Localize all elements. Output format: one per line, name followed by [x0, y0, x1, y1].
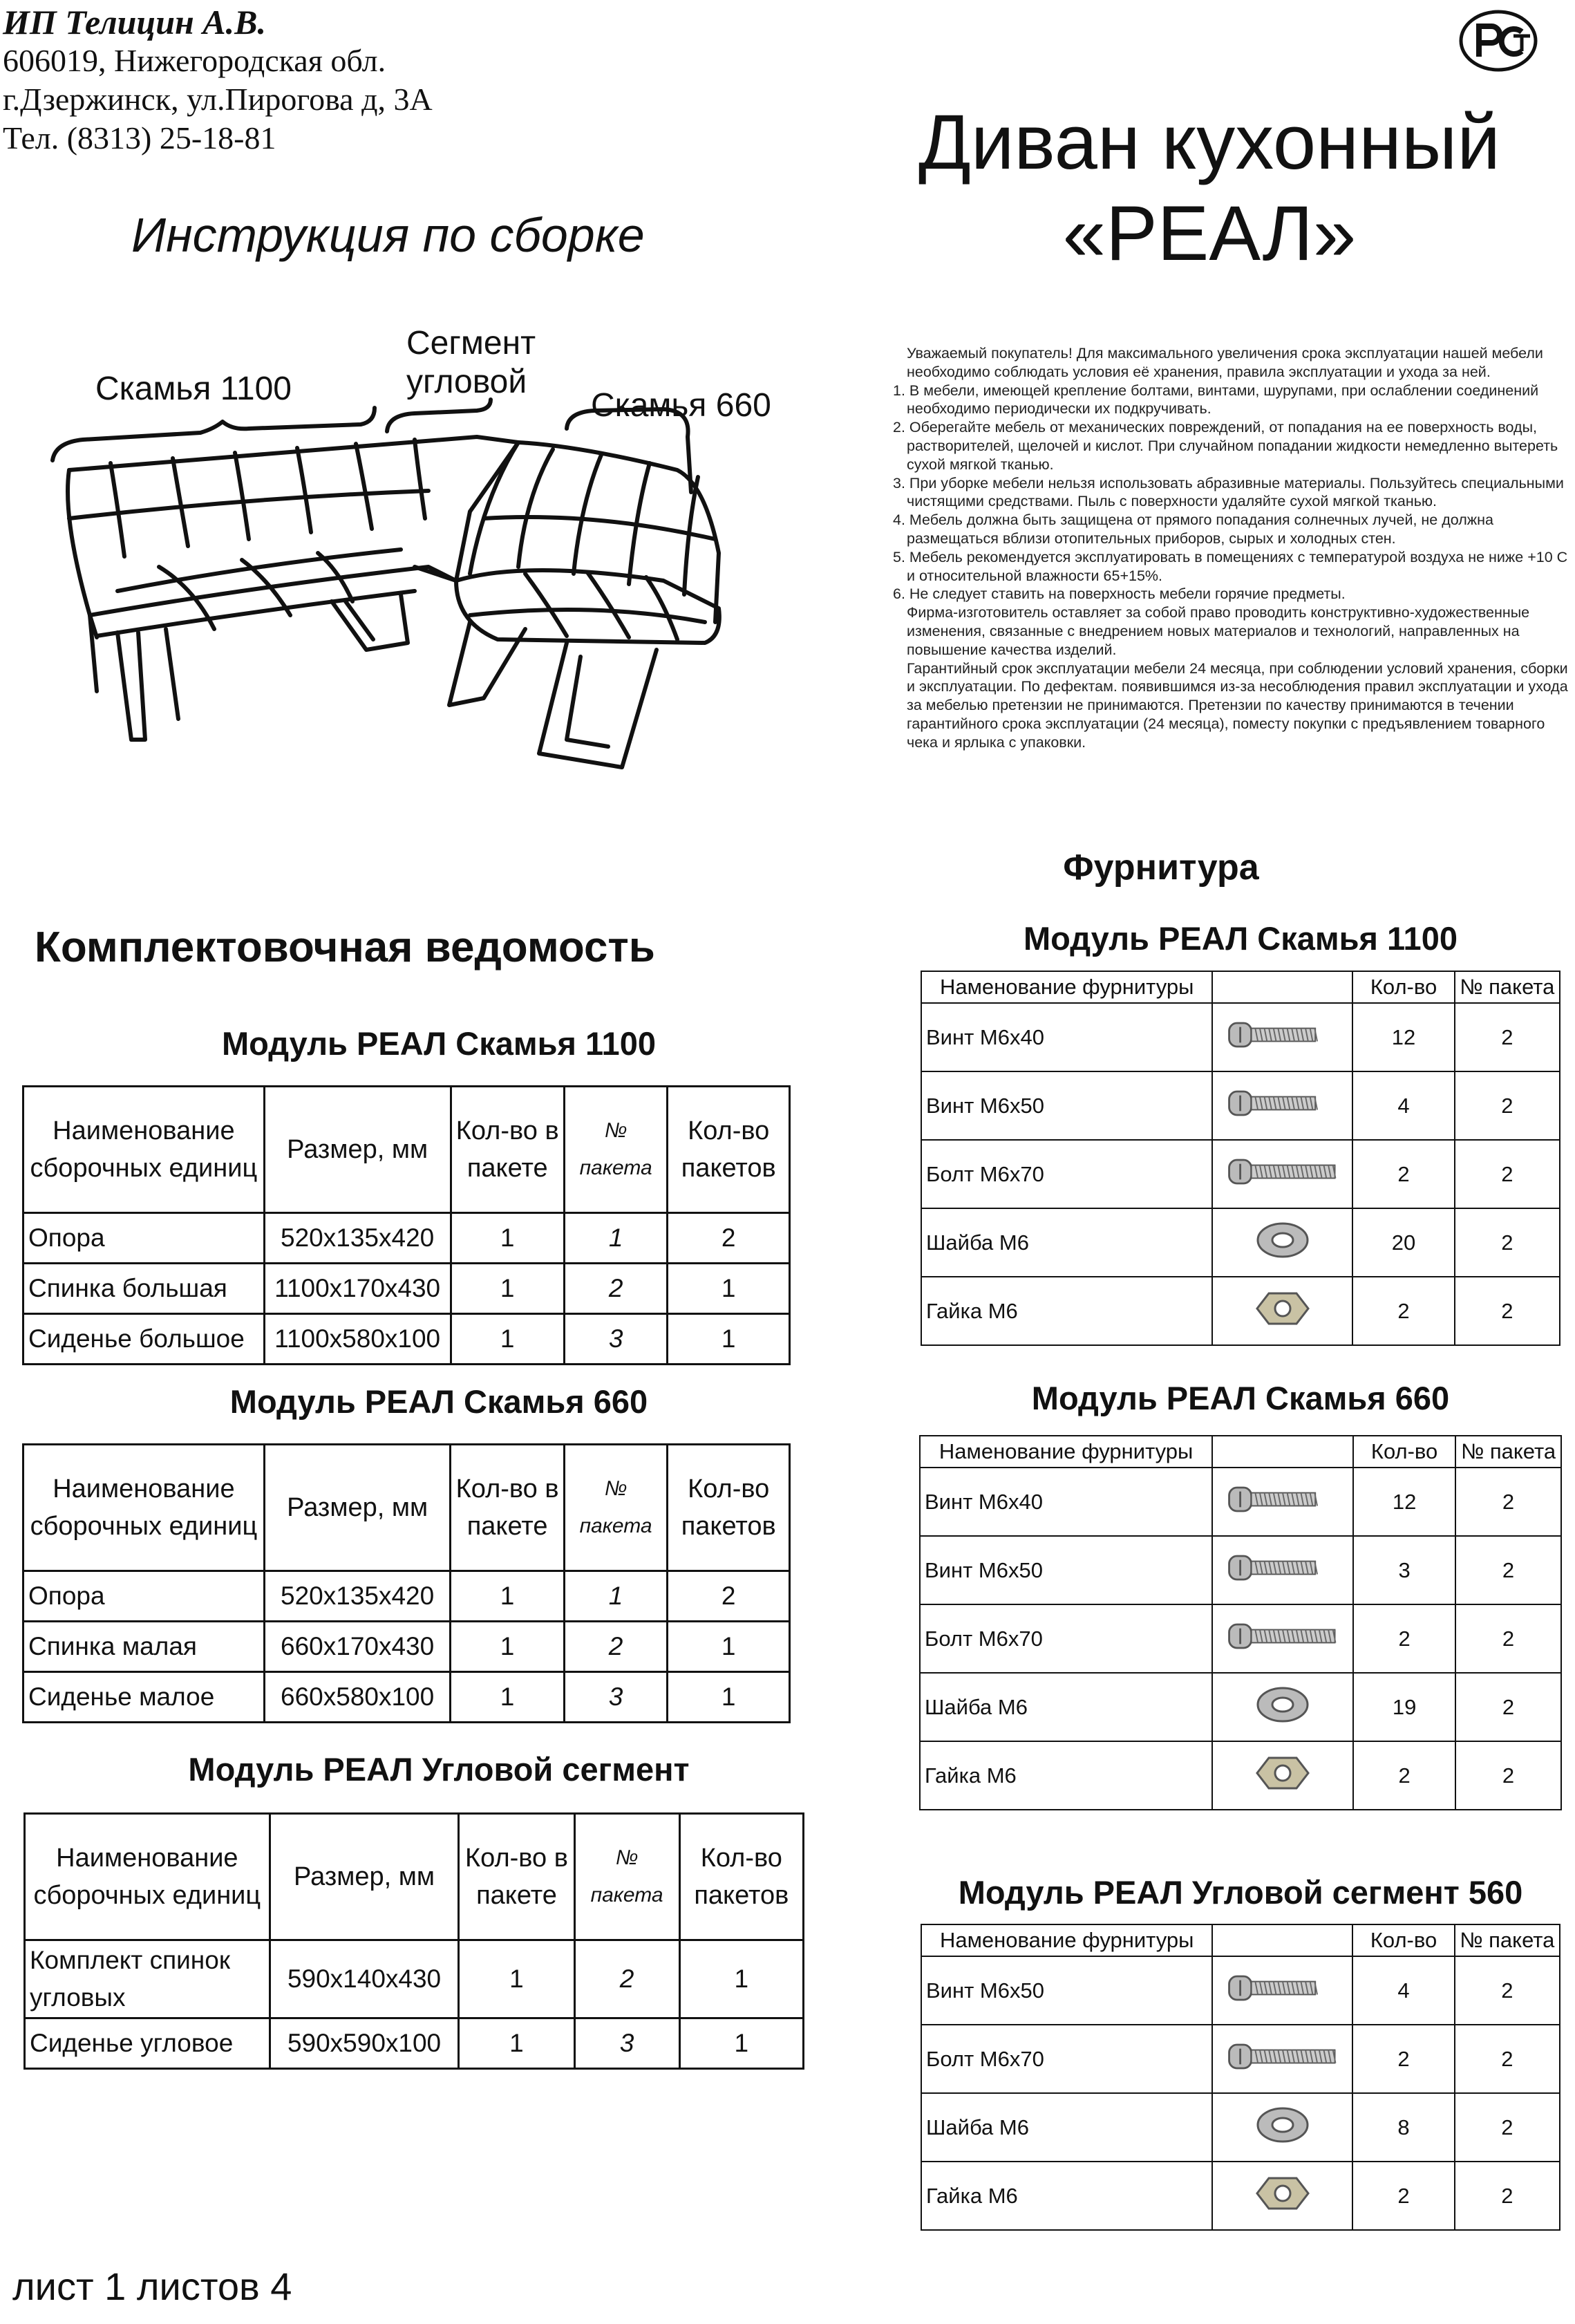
fit-header-pack: № пакета — [1455, 1924, 1560, 1956]
fit-cell-pack: 2 — [1455, 1604, 1561, 1673]
fit-cell-name: Шайба М6 — [921, 2093, 1212, 2162]
cell-pack-count: 1 — [668, 1264, 790, 1314]
cell-size: 1100х580х100 — [264, 1314, 451, 1365]
table-row — [25, 2018, 804, 2069]
washer-icon — [1212, 1208, 1352, 1277]
cell-name: Сиденье большое — [23, 1314, 265, 1365]
fit-header-qty: Кол-во — [1352, 971, 1454, 1003]
fit-cell-name: Винт М6х40 — [921, 1003, 1212, 1071]
fit-cell-name: Болт М6х70 — [920, 1604, 1212, 1673]
table-row — [921, 1140, 1560, 1208]
spec-table-1 — [22, 1085, 791, 1365]
cell-pack-no: 3 — [564, 1672, 668, 1723]
company-address-2: г.Дзержинск, ул.Пирогова д, 3А — [3, 82, 433, 117]
fit-cell-qty: 2 — [1353, 1741, 1455, 1810]
cell-name: Спинка малая — [23, 1622, 265, 1672]
note-2: 2. Оберегайте мебель от механических повреждений, от попадания на ее поверхность воды, растворителей, щелочей и кислот. При случайном попадании жидкости немедленно вытереть сухой мягкой тканью. — [893, 419, 1558, 473]
cell-pack-count: 1 — [679, 2018, 803, 2069]
fit-table-2 — [919, 1435, 1562, 1810]
fit-cell-qty: 8 — [1352, 2093, 1454, 2162]
note-6: 6. Не следует ставить на поверхность мебели горячие предметы. — [893, 585, 1346, 603]
table-row — [23, 1622, 790, 1672]
product-title-line-1: Диван кухонный — [918, 99, 1500, 185]
cell-size: 1100х170х430 — [264, 1264, 451, 1314]
cell-name: Спинка большая — [23, 1264, 265, 1314]
fittings-title: Фурнитура — [1063, 847, 1259, 888]
cell-name: Сиденье угловое — [25, 2018, 270, 2069]
cell-pack-no: 2 — [564, 1622, 668, 1672]
cell-pack-count: 2 — [668, 1213, 790, 1264]
cell-pack-count: 1 — [668, 1314, 790, 1365]
cell-pack-count: 2 — [668, 1571, 790, 1622]
cell-size: 520х135х420 — [264, 1213, 451, 1264]
header-qty-in-pack: Кол-во в пакете — [459, 1814, 574, 1940]
table-row — [921, 1956, 1560, 2025]
fit-cell-pack: 2 — [1455, 1468, 1561, 1536]
fit-header-row — [920, 1436, 1561, 1468]
cell-size: 590х590х100 — [270, 2018, 459, 2069]
cell-name: Комплект спинок угловых — [25, 1940, 270, 2018]
company-phone: Тел. (8313) 25-18-81 — [3, 120, 276, 156]
header-size: Размер, мм — [264, 1087, 451, 1213]
cell-qty: 1 — [451, 1264, 564, 1314]
table-row — [23, 1213, 790, 1264]
cell-qty: 1 — [459, 2018, 574, 2069]
washer-icon — [1212, 2093, 1352, 2162]
table-row — [23, 1314, 790, 1365]
bolt-icon — [1212, 1604, 1353, 1673]
cell-qty: 1 — [459, 1940, 574, 2018]
fit-cell-qty: 4 — [1352, 1071, 1454, 1140]
cell-name: Опора — [23, 1571, 265, 1622]
cell-size: 590х140х430 — [270, 1940, 459, 2018]
cell-qty: 1 — [451, 1213, 564, 1264]
company-block — [3, 3, 433, 158]
fit-cell-name: Винт М6х50 — [921, 1956, 1212, 2025]
cell-qty: 1 — [451, 1672, 564, 1723]
fit-header-row — [921, 971, 1560, 1003]
spec-header-row — [23, 1445, 790, 1571]
table-row — [920, 1741, 1561, 1810]
table-row — [25, 1940, 804, 2018]
header-size: Размер, мм — [270, 1814, 459, 1940]
note-3: 3. При уборке мебели нельзя использовать абразивные материалы. Пользуйтесь специальными чистящими средствами. Пыль с поверхности удаляйте сухой мягкой тканью. — [893, 474, 1564, 510]
header-qty-in-pack: Кол-во в пакете — [451, 1087, 564, 1213]
note-intro: Уважаемый покупатель! Для максимального увеличения срока эксплуатации нашей мебели необходимо соблюдать условия её хранения, правила эксплуатации и ухода за ней. — [907, 345, 1543, 380]
fit-cell-qty: 4 — [1352, 1956, 1454, 2025]
header-pack-no: № пакета — [564, 1087, 667, 1213]
sheet-title: Комплектовочная ведомость — [35, 924, 655, 971]
fit-table-3-title: Модуль РЕАЛ Угловой сегмент 560 — [958, 1874, 1523, 1911]
header-pack-no: № пакета — [564, 1445, 668, 1571]
table-row — [921, 2093, 1560, 2162]
fit-cell-name: Шайба М6 — [920, 1673, 1212, 1741]
fit-cell-pack: 2 — [1455, 2025, 1560, 2093]
cell-name: Опора — [23, 1213, 265, 1264]
fit-cell-name: Винт М6х50 — [920, 1536, 1212, 1604]
header-pack-count: Кол-во пакетов — [668, 1445, 790, 1571]
screw-icon — [1212, 1468, 1353, 1536]
table-row — [921, 1003, 1560, 1071]
cell-pack-no: 2 — [564, 1264, 667, 1314]
fit-header-pack: № пакета — [1455, 1436, 1561, 1468]
fit-cell-qty: 12 — [1352, 1003, 1454, 1071]
fit-cell-name: Гайка М6 — [921, 2162, 1212, 2230]
fit-cell-pack: 2 — [1455, 1071, 1560, 1140]
company-address-1: 606019, Нижегородская обл. — [3, 43, 386, 78]
table-row — [920, 1673, 1561, 1741]
cell-pack-count: 1 — [668, 1672, 790, 1723]
cell-pack-count: 1 — [668, 1622, 790, 1672]
fit-cell-name: Болт М6х70 — [921, 1140, 1212, 1208]
fit-cell-qty: 19 — [1353, 1673, 1455, 1741]
fit-table-3 — [921, 1924, 1560, 2231]
product-title-line-2: «РЕАЛ» — [1062, 190, 1357, 277]
fit-cell-qty: 2 — [1352, 2025, 1454, 2093]
care-notes — [886, 344, 1570, 752]
fit-cell-name: Гайка М6 — [921, 1277, 1212, 1345]
spec-header-row — [25, 1814, 804, 1940]
fit-cell-pack: 2 — [1455, 1741, 1561, 1810]
cell-size: 660х170х430 — [264, 1622, 450, 1672]
instruction-title: Инструкция по сборке — [131, 208, 645, 262]
note-manufacturer: Фирма-изготовитель оставляет за собой право проводить конструктивно-художественные изменения, связанные с внедрением новых материалов и технологий, направленных на повышение качества изделий. — [907, 604, 1530, 658]
spec-table-3-title: Модуль РЕАЛ Угловой сегмент — [188, 1751, 690, 1788]
table-row — [920, 1536, 1561, 1604]
fit-cell-pack: 2 — [1455, 1208, 1560, 1277]
table-row — [921, 1277, 1560, 1345]
nut-icon — [1212, 1277, 1352, 1345]
nut-icon — [1212, 2162, 1352, 2230]
label-corner-line-2: угловой — [406, 364, 527, 400]
bolt-icon — [1212, 1140, 1352, 1208]
cell-pack-no: 1 — [564, 1213, 667, 1264]
product-title — [857, 97, 1562, 279]
cell-pack-no: 3 — [574, 2018, 679, 2069]
fit-cell-pack: 2 — [1455, 1956, 1560, 2025]
table-row — [921, 2162, 1560, 2230]
fit-cell-qty: 2 — [1352, 1140, 1454, 1208]
fit-header-qty: Кол-во — [1353, 1436, 1455, 1468]
header-pack-no: № пакета — [574, 1814, 679, 1940]
sofa-illustration — [41, 394, 760, 809]
fit-header-image — [1212, 971, 1352, 1003]
cell-qty: 1 — [451, 1314, 564, 1365]
header-name: Наименование сборочных единиц — [23, 1087, 265, 1213]
fit-cell-pack: 2 — [1455, 2093, 1560, 2162]
cell-qty: 1 — [451, 1622, 564, 1672]
header-size: Размер, мм — [264, 1445, 450, 1571]
table-row — [921, 1208, 1560, 1277]
fit-cell-qty: 3 — [1353, 1536, 1455, 1604]
fit-cell-name: Шайба М6 — [921, 1208, 1212, 1277]
fit-cell-pack: 2 — [1455, 1003, 1560, 1071]
table-row — [920, 1468, 1561, 1536]
washer-icon — [1212, 1673, 1353, 1741]
table-row — [920, 1604, 1561, 1673]
fit-cell-qty: 20 — [1352, 1208, 1454, 1277]
fit-cell-pack: 2 — [1455, 1536, 1561, 1604]
fit-cell-name: Винт М6х40 — [920, 1468, 1212, 1536]
screw-icon — [1212, 1071, 1352, 1140]
fit-cell-pack: 2 — [1455, 1140, 1560, 1208]
cell-size: 520х135х420 — [264, 1571, 450, 1622]
bolt-icon — [1212, 2025, 1352, 2093]
fit-cell-pack: 2 — [1455, 1277, 1560, 1345]
fit-table-1 — [921, 971, 1560, 1346]
fit-header-image — [1212, 1924, 1352, 1956]
cell-size: 660х580х100 — [264, 1672, 450, 1723]
fit-header-image — [1212, 1436, 1353, 1468]
fit-table-1-title: Модуль РЕАЛ Скамья 1100 — [1024, 920, 1458, 957]
cell-qty: 1 — [451, 1571, 564, 1622]
nut-icon — [1212, 1741, 1353, 1810]
header-name: Наименование сборочных единиц — [25, 1814, 270, 1940]
spec-header-row — [23, 1087, 790, 1213]
fit-header-name: Наменование фурнитуры — [921, 1924, 1212, 1956]
spec-table-2 — [22, 1443, 791, 1723]
header-pack-count: Кол-во пакетов — [668, 1087, 790, 1213]
fit-cell-qty: 2 — [1352, 1277, 1454, 1345]
header-pack-count: Кол-во пакетов — [679, 1814, 803, 1940]
fit-cell-pack: 2 — [1455, 1673, 1561, 1741]
fit-cell-qty: 12 — [1353, 1468, 1455, 1536]
spec-table-3 — [23, 1812, 804, 2070]
note-warranty: Гарантийный срок эксплуатации мебели 24 месяца, при соблюдении условий хранения, сборки и эксплуатации. По дефектам. появившимся из-за несоблюдения правил эксплуатации и ухода за мебелью претензии не принимаются. Претензии по качеству принимаются в течении гарантийного срока эксплуатации (24 месяца), поместу покупки с предъявлением товарного чека и ярлыка с упаковки. — [907, 659, 1568, 751]
fit-header-name: Наменование фурнитуры — [921, 971, 1212, 1003]
fit-header-name: Наменование фурнитуры — [920, 1436, 1212, 1468]
cell-name: Сиденье малое — [23, 1672, 265, 1723]
header-qty-in-pack: Кол-во в пакете — [451, 1445, 564, 1571]
note-4: 4. Мебель должна быть защищена от прямого попадания солнечных лучей, не должна размещаться вблизи отопительных приборов, сырых и холодных стен. — [893, 512, 1494, 547]
cell-pack-count: 1 — [679, 1940, 803, 2018]
cell-pack-no: 3 — [564, 1314, 667, 1365]
table-row — [23, 1264, 790, 1314]
company-name: ИП Телицин А.В. — [3, 3, 267, 41]
table-row — [921, 1071, 1560, 1140]
fit-cell-name: Гайка М6 — [920, 1741, 1212, 1810]
fit-table-2-title: Модуль РЕАЛ Скамья 660 — [1031, 1380, 1450, 1416]
cell-pack-no: 1 — [564, 1571, 668, 1622]
certification-logo-icon — [1458, 8, 1541, 73]
fit-cell-name: Болт М6х70 — [921, 2025, 1212, 2093]
note-1: 1. В мебели, имеющей крепление болтами, винтами, шурупами, при ослаблении соединений необходимо периодически их подкручивать. — [893, 382, 1539, 418]
screw-icon — [1212, 1536, 1353, 1604]
fit-header-qty: Кол-во — [1352, 1924, 1454, 1956]
header-name: Наименование сборочных единиц — [23, 1445, 265, 1571]
fit-cell-pack: 2 — [1455, 2162, 1560, 2230]
fit-cell-qty: 2 — [1353, 1604, 1455, 1673]
fit-cell-name: Винт М6х50 — [921, 1071, 1212, 1140]
label-bench-1100: Скамья 1100 — [95, 371, 292, 407]
screw-icon — [1212, 1003, 1352, 1071]
cell-pack-no: 2 — [574, 1940, 679, 2018]
label-bench-660: Скамья 660 — [591, 387, 771, 424]
fit-cell-qty: 2 — [1352, 2162, 1454, 2230]
table-row — [23, 1571, 790, 1622]
spec-table-1-title: Модуль РЕАЛ Скамья 1100 — [222, 1025, 656, 1062]
fit-header-pack: № пакета — [1455, 971, 1560, 1003]
spec-table-2-title: Модуль РЕАЛ Скамья 660 — [229, 1383, 648, 1420]
screw-icon — [1212, 1956, 1352, 2025]
fit-header-row — [921, 1924, 1560, 1956]
label-corner-line-1: Сегмент — [406, 325, 536, 362]
note-5: 5. Мебель рекомендуется эксплуатировать в помещениях с температурой воздуха не ниже +10 С и относительной влажности 65+15%. — [893, 548, 1568, 584]
table-row — [23, 1672, 790, 1723]
table-row — [921, 2025, 1560, 2093]
page-number: лист 1 листов 4 — [12, 2265, 292, 2308]
